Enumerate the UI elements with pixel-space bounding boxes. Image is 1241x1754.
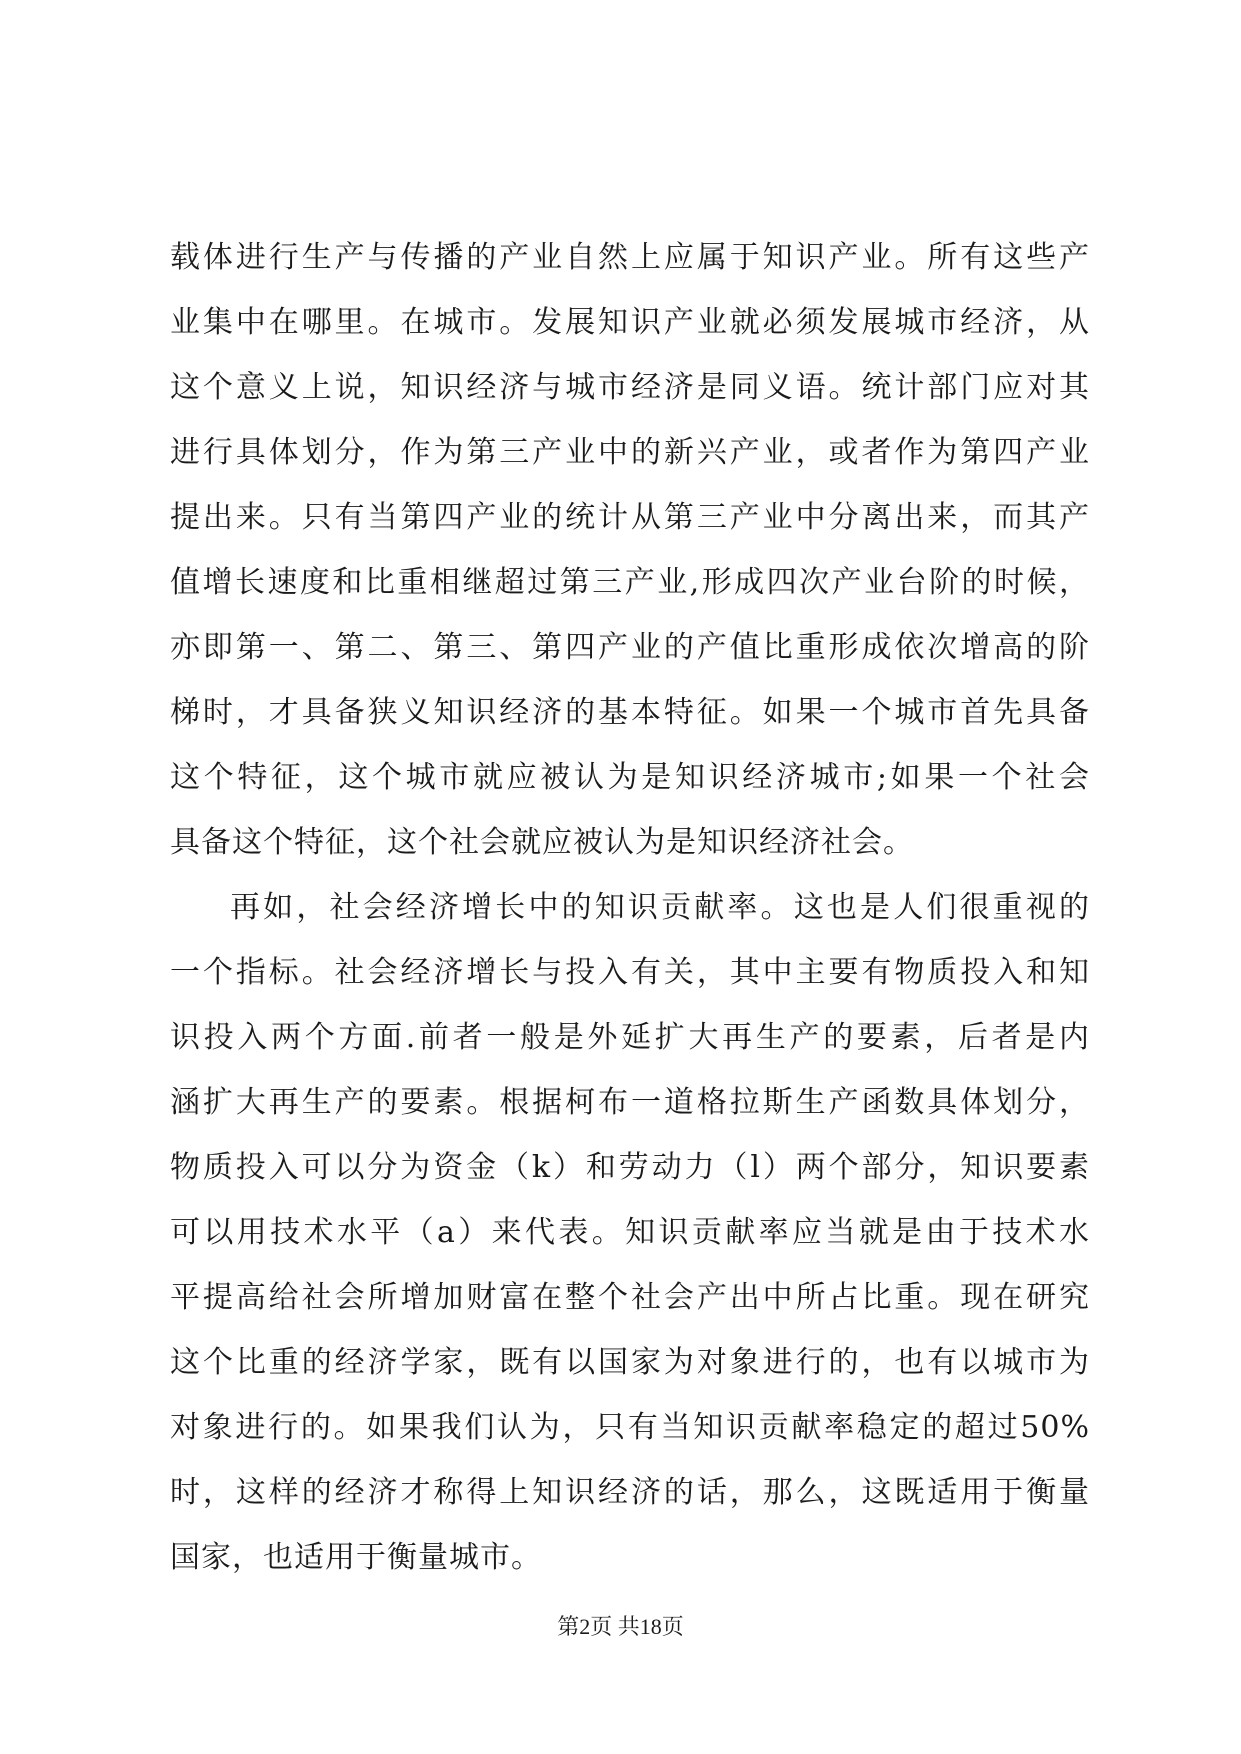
paragraph-2-line-7: 平提高给社会所增加财富在整个社会产出中所占比重。现在研究 (170, 1280, 1090, 1315)
body-text (170, 225, 1090, 1590)
paragraph-2-line-2: 一个指标。社会经济增长与投入有关，其中主要有物质投入和知 (170, 955, 1090, 990)
paragraph-1-line-9: 这个特征，这个城市就应被认为是知识经济城市;如果一个社会 (170, 760, 1090, 795)
paragraph-1-line-3: 这个意义上说，知识经济与城市经济是同义语。统计部门应对其 (170, 370, 1090, 405)
paragraph-2-line-9: 对象进行的。如果我们认为，只有当知识贡献率稳定的超过50% (170, 1410, 1090, 1445)
paragraph-2-line-5: 物质投入可以分为资金（k）和劳动力（l）两个部分，知识要素 (170, 1150, 1090, 1185)
paragraph-2-line-6: 可以用技术水平（a）来代表。知识贡献率应当就是由于技术水 (170, 1215, 1090, 1250)
paragraph-2-line-4: 涵扩大再生产的要素。根据柯布一道格拉斯生产函数具体划分， (170, 1085, 1090, 1120)
paragraph-1-line-7: 亦即第一、第二、第三、第四产业的产值比重形成依次增高的阶 (170, 630, 1090, 665)
paragraph-2-line-8: 这个比重的经济学家，既有以国家为对象进行的，也有以城市为 (170, 1345, 1090, 1380)
paragraph-1-line-2: 业集中在哪里。在城市。发展知识产业就必须发展城市经济，从 (170, 305, 1090, 340)
paragraph-1-line-8: 梯时，才具备狭义知识经济的基本特征。如果一个城市首先具备 (170, 695, 1090, 730)
paragraph-1-line-5: 提出来。只有当第四产业的统计从第三产业中分离出来，而其产 (170, 500, 1090, 535)
paragraph-1-line-10: 具备这个特征，这个社会就应被认为是知识经济社会。 (170, 825, 914, 860)
paragraph-2-line-11: 国家，也适用于衡量城市。 (170, 1540, 542, 1575)
paragraph-2-line-3: 识投入两个方面.前者一般是外延扩大再生产的要素，后者是内 (170, 1020, 1090, 1055)
paragraph-2-line-1: 再如，社会经济增长中的知识贡献率。这也是人们很重视的 (230, 890, 1090, 925)
page-number-footer: 第2页 共18页 (557, 1614, 684, 1639)
paragraph-1-line-1: 载体进行生产与传播的产业自然上应属于知识产业。所有这些产 (170, 240, 1090, 275)
paragraph-1-line-4: 进行具体划分，作为第三产业中的新兴产业，或者作为第四产业 (170, 435, 1090, 470)
paragraph-1-line-6: 值增长速度和比重相继超过第三产业,形成四次产业台阶的时候， (170, 565, 1090, 600)
paragraph-2-line-10: 时，这样的经济才称得上知识经济的话，那么，这既适用于衡量 (170, 1475, 1090, 1510)
